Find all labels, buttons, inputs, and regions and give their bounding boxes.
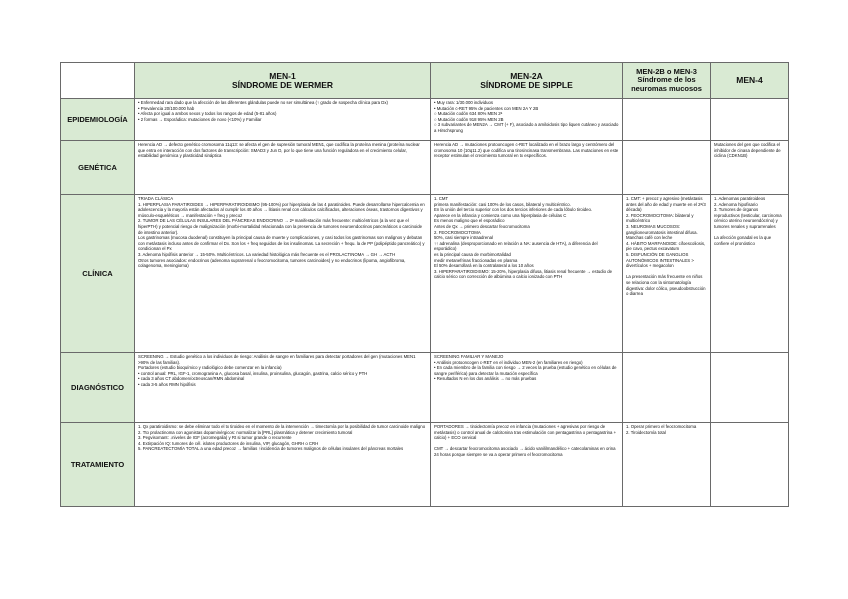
cell-line: • Prevalencia 20/100.000 hab <box>138 105 195 111</box>
cell-line: • cada 3-5 años RMN hipófisis <box>138 381 196 387</box>
table-cell <box>623 353 711 423</box>
table-cell <box>623 195 711 353</box>
cell-line: La afección gonadal es la que confiere el pronóstico <box>714 235 772 246</box>
cell-line: 2. FEOCROMOCITOMA: bilateral y multicéntrico <box>626 212 694 224</box>
cell-line: TRIADA CLÁSICA <box>138 196 174 201</box>
cell-line: 5. PANCREATECTOMÍA TOTAL a una edad precoz → familias ↑incidencia de tumores malignos de células insulares del páncreas mortales <box>138 446 404 452</box>
cell-line: PORTADORES → tiroidectomía precoz en infancia (mutaciones + agresivas por riesgo de metástasis) o control anual de calcitonina tras estimulación con pentagastrina o pentagastrina + calcio) + ECO cervical <box>434 424 617 441</box>
cell-line: ○ Mutación codón 918 95% MEN 2B <box>434 116 504 122</box>
cell-line: 1. Operar primero el feocromocitoma <box>626 424 697 429</box>
header-men4 <box>711 63 789 99</box>
table-cell <box>711 423 789 507</box>
cell-line: 50%, casi siempre intraadrenal <box>434 235 493 241</box>
table-cell <box>711 99 789 141</box>
cell-line: 2. FEOCROMOCITOMA <box>434 229 481 235</box>
cell-line: 3. Pegvisomant: ↓niveles de IGF (acromegalia) y Rt si tumor grande o recurrente <box>138 435 292 441</box>
cell-line: 4. HÁBITO MARFANOIDE: cifoescoliosis, pie cavo, pectus excavatum <box>626 240 706 252</box>
cell-line: Antes de Qx → primero descartar feocromocitoma <box>434 223 530 229</box>
cell-line: • En cada miembro de la familia con riesgo → 2 veces la prueba (estudio genético en células de sangre periférica) para detectar la mutación específica <box>434 365 617 376</box>
cell-line: Herencia AD → mutaciones protooncogen c-RET localizado en el brazo largo y centrómero del cromosoma 10 (10q11.2) que codifica una tirosincinasa transmembrana. Las mutaciones en este receptor estimulan el crecimiento tumoral en tx específicos. <box>434 142 619 159</box>
header-men2a <box>431 63 623 99</box>
cell-line: • Mutación c-RET 95% de pacientes con MEN 2A Y 2B <box>434 105 539 111</box>
cell-line: medir metanefrinas fraccionadas en plasma <box>434 257 518 263</box>
table-cell <box>431 141 623 195</box>
header-subtitle: SÍNDROME DE SIPPLE <box>480 79 573 90</box>
table-cell <box>431 353 623 423</box>
table-cell <box>431 423 623 507</box>
cell-line: 3. NEUROMAS MUCOSOS: ganglioneuromatosis intestinal difusa. Manchas café con leche <box>626 223 698 241</box>
cell-line: • Enfermedad rara dado que la afección de las diferentes glándulas puede no ser simultánea (↑ grado de sospecha clínica para Dx) <box>138 100 388 105</box>
cell-line: El 50% desarrollará en la contralateral a los 10 años <box>434 263 534 269</box>
cell-line: • Muy rara: 1/30.000 individuos <box>434 100 494 105</box>
cell-line: ↑↑ adrenalina (desproporcionado en relación a NA: ausencia de HTA), a diferencia del esporádico) <box>434 240 598 252</box>
cell-line: 3. Tumores de órganos reproductivos (testicular, carcinoma cérvico uterino neuroendócrino) y tumores renales y suprarrenales <box>714 207 782 229</box>
row-label: TRATAMIENTO <box>61 423 135 507</box>
table-cell <box>431 99 623 141</box>
corner-cell <box>61 63 135 99</box>
table-cell <box>135 195 431 353</box>
cell-line: 1. HIPERPLASIA PARATIROIDES → HIPERPARATIROIDISMO (95-100%) por hiperplasia de las 4 paratiroides. Puede desarrollarse hipercalcemia en adolescencia y la mayoría están afectados al cumplir los 40 años → litiasis renal con cálculos calcificados, alteraciones óseas, trastornos digestivos y músculo-esqueléticos → manifestación + freq y precoz <box>138 201 425 218</box>
header-title: MEN-2B o MEN-3 <box>636 66 697 76</box>
table-row <box>61 353 789 423</box>
men-comparison-table <box>60 62 789 507</box>
cell-line: Herencia AD → defecto genético cromosoma 11q13: se afecta el gen de supresión tumoral MEN1, que codifica la proteína menina (proteína nuclear que entra en interacción con dos factores de transcripción: SMAD3 y Jun D, por lo que tiene una función reguladora en el crecimiento celular, estabilidad genómica y plasticidad sináptica <box>138 142 420 159</box>
cell-line: Portadores (estudio bioquímico y radiológico debe comenzar en la infancia) <box>138 365 282 371</box>
cell-line: Aparece en la infancia y comienza como una hiperplasia de células C <box>434 212 567 218</box>
cell-line: 4. Extirpación IQ: tumores de cél. islotes productores de insulina, VIP, glucagón, GHRH o CRH <box>138 440 319 446</box>
table-row <box>61 195 789 353</box>
cell-line: CMT → descartar feocromocitoma asociado → ácido vanililmandélico + catecolaminas en orina 24 horas porque siempre se va a operar primero el feocromocitoma <box>434 446 616 457</box>
cell-line: SCREENING → Estudio genético a los individuos de riesgo: Análisis de sangre en familiares para detectar portadores del gen (mutaciones MEN1 >90% de las familias). <box>138 354 416 365</box>
table-row <box>61 99 789 141</box>
table-cell <box>623 423 711 507</box>
header-title: MEN-2A <box>510 70 543 81</box>
table-row <box>61 423 789 507</box>
cell-line: SCREENING FAMILIAR Y MANEJO <box>434 354 504 359</box>
cell-line: 3. Adenoma hipófisis anterior → 15-50%. Multicéntricos. La variedad histológica más frecuente es el PROLACTINOMA → GH → ACTH <box>138 251 396 257</box>
cell-line: • Análisis protooncogen c-RET en el individuo MEN-2 (en familiares en riesgo) <box>434 359 583 365</box>
cell-line: es la principal causa de morbimortalidad <box>434 251 511 257</box>
header-title: MEN-1 <box>269 70 296 81</box>
row-label: CLÍNICA <box>61 195 135 353</box>
cell-line: • control anual: PRL, IGF-1, cromogranina A, glucosa basal, insulina, proinsulina, glucagón, gastrina, calcio sérico y PTH <box>138 370 368 376</box>
table-cell <box>135 423 431 507</box>
cell-line: • Afecta por igual a ambos sexos y todos los rangos de edad (5-81 años) <box>138 111 277 117</box>
header-row <box>61 63 789 99</box>
cell-line: primera manifestación: casi 100% de los casos, bilateral y multicéntrico. <box>434 201 571 207</box>
header-subtitle: SÍNDROME DE WERMER <box>231 79 334 90</box>
header-men1 <box>135 63 431 99</box>
cell-line: ○ Mutación codón 634 80% MEN 2ª <box>434 111 503 117</box>
table-cell <box>623 99 711 141</box>
cell-line: Es menos maligno que el esporádico <box>434 218 505 224</box>
cell-line: • Resultados N en los dos análisis → no más pruebas <box>434 376 537 382</box>
cell-line: 3. HIPERPARATIROIDISMO: 15-20%, hiperplasia difusa, litiasis renal frecuente → estudio de calcio sérico con corrección de albúmina o calcio ionizado con PTH <box>434 268 612 280</box>
cell-line: • 2 formas → Esporádica: mutaciones de novo (<10%) y Familiar <box>138 116 262 122</box>
cell-line: 5. DISFUNCIÓN DE GANGLIOS AUTONÓMICOS INTESTINALES > divertículos + megacolon <box>626 251 694 269</box>
header-title: MEN-4 <box>736 75 763 85</box>
cell-line: 2. Tiroidectomía total <box>626 429 666 435</box>
cell-line: Los gastrinomas (mucosa duodenal) constituyen la principal causa de muerte y complicaciones, y casi todos los gastrinomas son malignos y debutan con metástasis incluso antes de confirmar el Dx. Son los + freq seguidos de los insulinomas. La secreción + frequ. la de PP (polipéptido pancreático) y condicionan el Px <box>138 235 425 252</box>
cell-line: Otros tumores asociados: endocrinos (adenoma suprarrenal o feocromocitoma, tumores carcinoides) y no endocrinos (lipoma, angiofibroma, colagenoma, meningioma) <box>138 257 406 269</box>
table-cell <box>711 353 789 423</box>
row-label: GENÉTICA <box>61 141 135 195</box>
cell-line: Mutaciones del gen que codifica el inhibidor de cinasa dependiente de ciclina (CDKN1B) <box>714 142 781 159</box>
header-subtitle: Síndrome de los neuromas mucosos <box>631 75 702 93</box>
cell-line: 1. Qx paratiroidismo: se debe eliminar todo el tx tiroideo en el momento de la intervención → timectomía por la posibilidad de tumor carcinoide maligno <box>138 424 426 429</box>
comparison-sheet <box>60 62 788 507</box>
row-label: DIAGNÓSTICO <box>61 353 135 423</box>
table-cell <box>135 99 431 141</box>
cell-line: 2. Tto prolactinoma con agonistas dopaminérgicos: normalizar la [PRL] plasmática y detener crecimiento tumoral <box>138 429 353 435</box>
row-label: EPIDEMIOLOGÍA <box>61 99 135 141</box>
cell-line: 2. TUMOR DE LAS CÉLULAS INSULARES DEL PÁNCREAS ENDOCRINO → 2ª manifestación más frecuente: multicéntricos (a la vez que el hiperPTH) y potencial riesgo de malignización (morbi-mortalidad relacionada con la presencia de tumores neuroendocrinos pancreáticos o carcinoide de intestino anterior). <box>138 218 422 235</box>
table-row <box>61 141 789 195</box>
table-cell <box>135 353 431 423</box>
header-men2b <box>623 63 711 99</box>
table-cell <box>711 195 789 353</box>
cell-line: 1. CMT <box>434 196 449 201</box>
cell-line: En la unión del tercio superior con los dos tercios inferiores de cada lóbulo tiroideo. <box>434 207 593 213</box>
cell-line: 2. Adenoma hipofisario <box>714 201 758 207</box>
cell-line: 1. Adenomas paratiroideos <box>714 196 766 201</box>
table-cell <box>135 141 431 195</box>
cell-line: • cada 3 años CT abdomen/octreoscan/RMN abdominal <box>138 376 245 382</box>
table-cell <box>431 195 623 353</box>
cell-line: La presentación más frecuente en niños se relaciona con la sintomatología digestiva: dolor cólico, pseudoobstrucción o diarrea <box>626 274 706 297</box>
table-cell <box>711 141 789 195</box>
table-cell <box>623 141 711 195</box>
cell-line: 1. CMT: + precoz y agresivo (metástasis antes del año de edad y muerte en el 2ª/3 década) <box>626 196 706 213</box>
cell-line: ○ 3 subvariantes de MEN2A → CMT (+ F), asociado a amiloidosis tipo liquen cutáneo y asociado a Hirschsprung <box>434 122 619 133</box>
